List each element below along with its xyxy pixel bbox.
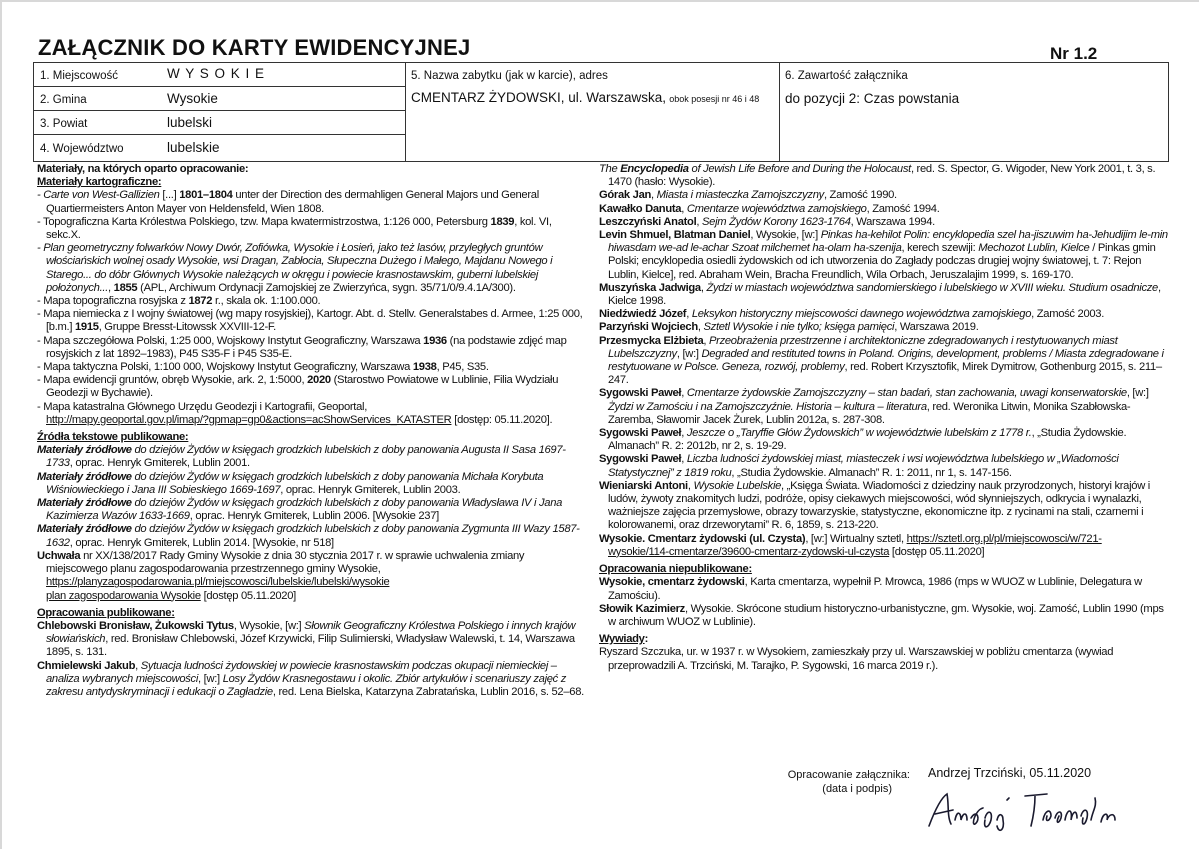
- list-item: The Encyclopedia of Jewish Life Before and During the Holocaust, red. S. Spector, G. Wigoder, New York 2001, t. 3, s. 1470 (hasło: Wysokie).: [599, 163, 1156, 189]
- list-item: - Mapa topograficzna rosyjska z 1872 r., skala ok. 1:100.000.: [37, 295, 321, 308]
- field-value-powiat: lubelski: [167, 115, 213, 130]
- list-item: - Mapa szczegółowa Polski, 1:25 000, Wojskowy Instytut Geograficzny, Warszawa 1936 (na podstawie zdjęć map rosyjskich z lat 1892–1983), P45 S35-F i P45 S35-E.: [37, 334, 567, 360]
- list-item: Przesmycka Elżbieta, Przeobrażenia przestrzenne i architektoniczne zdegradowanych i restytuowanych miast Lubelszczyzny, [w:] Degraded and restituted towns in Poland. Origins, development, problems / Miasta zdegradowane i restytuowane w Polsce. Geneza, rozwój, problemy, red. Robert Krzysztofik, Mirek Dymitrow, Gothenburg 2015, s. 211–247.: [599, 334, 1164, 387]
- list-item: Parzyński Wojciech, Sztetl Wysokie i nie tylko; księga pamięci, Warszawa 2019.: [599, 321, 979, 334]
- plan-link-text[interactable]: plan zagospodarowania Wysokie: [46, 589, 201, 602]
- signature: [925, 780, 1155, 840]
- field-value-zawartosc: do pozycji 2: Czas powstania: [785, 91, 960, 106]
- list-item: Niedźwiedź Józef, Leksykon historyczny miejscowości dawnego województwa zamojskiego, Zamość 2003.: [599, 308, 1105, 321]
- section-heading-maps: Materiały kartograficzne:: [37, 176, 162, 189]
- list-item: Chlebowski Bronisław, Żukowski Tytus, Wysokie, [w:] Słownik Geograficzny Królestwa Polskiego i innych krajów słowiańskich, red. Bronisław Chlebowski, Józef Krzywicki, Filip Sulimierski, Władysław Walewski, t. 14, Warszawa 1895, s. 131.: [37, 619, 576, 659]
- field-label-gmina: 2. Gmina: [40, 94, 87, 106]
- section-heading-interviews: Wywiady:: [599, 633, 649, 646]
- field-label-wojewodztwo: 4. Województwo: [40, 143, 124, 155]
- list-item: Słowik Kazimierz, Wysokie. Skrócone studium historyczno-urbanistyczne, gm. Wysokie, woj. Zamość, Lublin 1990 (mps w archiwum WUOZ w Lublinie).: [599, 602, 1164, 628]
- list-item: Chmielewski Jakub, Sytuacja ludności żydowskiej w powiecie krasnostawskim podczas okupacji niemieckiej – analiza wybranych miejscowości, [w:] Losy Żydów Krasnegostawu i okolic. Zbiór artykułów i scenariuszy zajęć z zakresu antydyskryminacji i edukacji o Zagładzie, red. Lena Bielska, Katarzyna Zabratańska, Lublin 2016, s. 52–68.: [37, 659, 584, 698]
- section-heading-unpublished: Opracowania niepublikowane:: [599, 563, 752, 576]
- right-column: [599, 163, 1171, 673]
- field-value-miejscowosc: W Y S O K I E: [167, 66, 266, 81]
- list-item: Materiały źródłowe do dziejów Żydów w księgach grodzkich lubelskich z doby panowania Zygmunta III Wazy 1587-1632, oprac. Henryk Gmiterek, Lublin 2014. [Wysokie, nr 518]: [37, 523, 580, 549]
- list-item: - Mapa taktyczna Polski, 1:100 000, Wojskowy Instytut Geograficzny, Warszawa 1938, P45, S35.: [37, 361, 489, 374]
- field-value-nazwa: CMENTARZ ŻYDOWSKI, ul. Warszawska, obok posesji nr 46 i 48: [411, 90, 760, 105]
- list-item: Levin Shmuel, Blatman Daniel, Wysokie, [w:] Pinkas ha-kehilot Polin: encyklopedia szel ha-jiszuwim ha-Jehudijim le-min hiwasdam we-ad le-achar Szoat milchemet ha-olam ha-szenija, kerech szewiji: Mechozot Lublin, Kielce / Pinkas gmin Polski; encyklopedia osiedli żydowskich od ich utworzenia do Zagłady podczas drugiej wojny światowej, t. 7: Rejon Lublin, Kielce], red. Abraham Wein, Bracha Freundlich, Wila Orbach, Jeruszalajim 1999, s. 169-170.: [599, 229, 1168, 281]
- list-item: Materiały źródłowe do dziejów Żydów w księgach grodzkich lubelskich z doby panowania Władysława IV i Jana Kazimierza Wazów 1633-1669, oprac. Henryk Gmiterek, Lublin 2006. [Wysokie 237]: [37, 497, 563, 523]
- list-item: Leszczyński Anatol, Sejm Żydów Korony 1623-1764, Warszawa 1994.: [599, 215, 935, 228]
- section-heading-sources: Źródła tekstowe publikowane:: [37, 431, 189, 444]
- list-item: - Plan geometryczny folwarków Nowy Dwór, Zofiówka, Wysokie i Łosień, jako też lasów, przyległych gruntów włościańskich wolnej osady Wysokie, wsi Dragan, Zabłocia, Słupeczna Dużego i Małego, Majdanu Nowego i Starego... do dóbr Głównych Wysokie należących w okręgu i powiecie krasnostawskim, guberni lubelskiej położonych..., 1855 (APL, Archiwum Ordynacji Zamojskiej ze Zwierzyńca, sygn. 35/71/0/9.4.1A/300).: [37, 242, 553, 294]
- header-table: [33, 62, 1169, 162]
- plan-link[interactable]: https://planyzagospodarowania.pl/miejscowosci/lubelskie/lubelski/wysokie: [46, 576, 390, 589]
- field-label-nazwa: 5. Nazwa zabytku (jak w karcie), adres: [411, 70, 608, 82]
- footer-label: Opracowanie załącznika: (data i podpis): [787, 769, 910, 795]
- sztetl-link-cont[interactable]: wysokie/114-cmentarze/39600-cmentarz-zydowski-ul-czysta: [608, 545, 890, 558]
- list-item: Wieniarski Antoni, Wysokie Lubelskie, „Księga Świata. Wiadomości z dziedziny nauk przyrodzonych, historyi krajów i ludów, żywoty znakomitych ludzi, podróże, opisy ciekawych miejscowości, wód słynniejszych, odkrycia i wynalazki, ważniejsze zajęcia przemysłowe, obrazy towarzyskie, statystyczne, ekonomiczne itp. z rycinami na stali, czarnemi i kolorowanemi, oraz drzeworytami” R. 6, 1859, s. 213-220.: [599, 479, 1150, 532]
- list-item: Sygowski Paweł, Liczba ludności żydowskiej miast, miasteczek i wsi województwa lubelskiego w „Wiadomości Statystycznej” z 1819 roku, „Studia Żydowskie. Almanach” R. 1: 2011, nr 1, s. 147-156.: [599, 453, 1119, 479]
- list-item: Muszyńska Jadwiga, Żydzi w miastach województwa sandomierskiego i lubelskiego w XVIII wieku. Studium osadnicze, Kielce 1998.: [599, 281, 1161, 308]
- list-item: Materiały źródłowe do dziejów Żydów w księgach grodzkich lubelskich z doby panowania Michała Korybuta Wiśniowieckiego i Jana III Sobieskiego 1669-1697, oprac. Henryk Gmiterek, Lublin 2003.: [37, 470, 544, 496]
- list-item: Wysokie. Cmentarz żydowski (ul. Czysta), [w:] Wirtualny sztetl, https://sztetl.org.pl/pl/miejscowosci/w/721- wysokie/114-cmentarze/39600-cmentarz-zydowski-ul-czysta [dostęp 05.11.2020]: [599, 532, 1102, 558]
- list-item: Ryszard Szczuka, ur. w 1937 r. w Wysokiem, zamieszkały przy ul. Warszawskiej w pobliżu cmentarza (wywiad przeprowadzili A. Trzciński, M. Tarajko, P. Sygowski, 16 marca 2019 r.).: [599, 646, 1114, 672]
- field-label-miejscowosc: 1. Miejscowość: [40, 70, 118, 82]
- list-item: Wysokie, cmentarz żydowski, Karta cmentarza, wypełnił P. Mrowca, 1986 (mps w WUOZ w Lublinie, Delegatura w Zamościu).: [599, 576, 1142, 602]
- geoportal-link[interactable]: http://mapy.geoportal.gov.pl/imap/?gpmap=gp0&actions=acShowServices_KATASTER: [46, 413, 452, 426]
- document-number: Nr 1.2: [1050, 44, 1098, 63]
- field-value-gmina: Wysokie: [167, 91, 218, 106]
- list-item: - Mapa niemiecka z I wojny światowej (wg mapy rosyjskiej), Kartogr. Abt. d. Stellv. Generalstabes d. Armee, 1:25 000, [b.m.] 1915, Gruppe Bresst-Litowssk XXVIII-12-F.: [37, 308, 583, 334]
- left-column: [37, 163, 587, 699]
- list-item: Kawałko Danuta, Cmentarze województwa zamojskiego, Zamość 1994.: [599, 202, 940, 215]
- field-label-powiat: 3. Powiat: [40, 118, 88, 130]
- list-item: Uchwała nr XX/138/2017 Rady Gminy Wysokie z dnia 30 stycznia 2017 r. w sprawie uchwalenia zmiany miejscowego planu zagospodarowania przestrzennego gminy Wysokie, https://planyzagospodarowania.pl/miejscowosci/lubelskie/lubelski/wysokie plan zagospodarowania Wysokie [dostęp 05.11.2020]: [37, 549, 525, 602]
- list-item: Materiały źródłowe do dziejów Żydów w księgach grodzkich lubelskich z doby panowania Augusta II Sasa 1697-1733, oprac. Henryk Gmiterek, Lublin 2001.: [37, 444, 566, 470]
- list-item: Sygowski Paweł, Jeszcze o „Taryffie Głów Żydowskich” w województwie lubelskim z 1778 r., „Studia Żydowskie. Almanach” R. 2: 2012b, nr 2, s. 19-29.: [599, 427, 1127, 453]
- list-item: Sygowski Paweł, Cmentarze żydowskie Zamojszczyzny – stan badań, stan zachowania, uwagi konserwatorskie, [w:] Żydzi w Zamościu i na Zamojszczyźnie. Historia – kultura – literatura, red. Weronika Litwin, Monika Szabłowska-Zaremba, Sławomir Jacek Żurek, Lublin 2012a, s. 287-308.: [599, 387, 1149, 426]
- footer-author-date: Andrzej Trzciński, 05.11.2020: [928, 766, 1092, 780]
- list-item: Górak Jan, Miasta i miasteczka Zamojszczyzny, Zamość 1990.: [599, 189, 897, 202]
- field-value-wojewodztwo: lubelskie: [167, 140, 220, 155]
- list-item: - Topograficzna Karta Królestwa Polskiego, tzw. Mapa kwatermistrzostwa, 1:126 000, Petersburg 1839, kol. VI, sekc.X.: [37, 215, 552, 242]
- list-item: - Carte von West-Gallizien [...] 1801–1804 unter der Direction des dermahligen General Majors und General Quartiermeisters Anton Mayer von Heldensfeld, Wien 1808.: [37, 189, 539, 215]
- materials-intro: Materiały, na których oparto opracowanie:: [37, 163, 249, 175]
- section-heading-published: Opracowania publikowane:: [37, 606, 175, 619]
- list-item: - Mapa ewidencji gruntów, obręb Wysokie, ark. 2, 1:5000, 2020 (Starostwo Powiatowe w Lublinie, Filia Wydziału Geodezji w Bychawie).: [37, 374, 559, 400]
- field-label-zawartosc: 6. Zawartość załącznika: [785, 70, 908, 82]
- sztetl-link[interactable]: https://sztetl.org.pl/pl/miejscowosci/w/721-: [906, 532, 1102, 545]
- page-title: ZAŁĄCZNIK DO KARTY EWIDENCYJNEJ: [38, 35, 471, 60]
- list-item: - Mapa katastralna Głównego Urzędu Geodezji i Kartografii, Geoportal, http://mapy.geoportal.gov.pl/imap/?gpmap=gp0&actions=acShowServices_KATASTER [dostęp: 05.11.2020].: [37, 400, 553, 426]
